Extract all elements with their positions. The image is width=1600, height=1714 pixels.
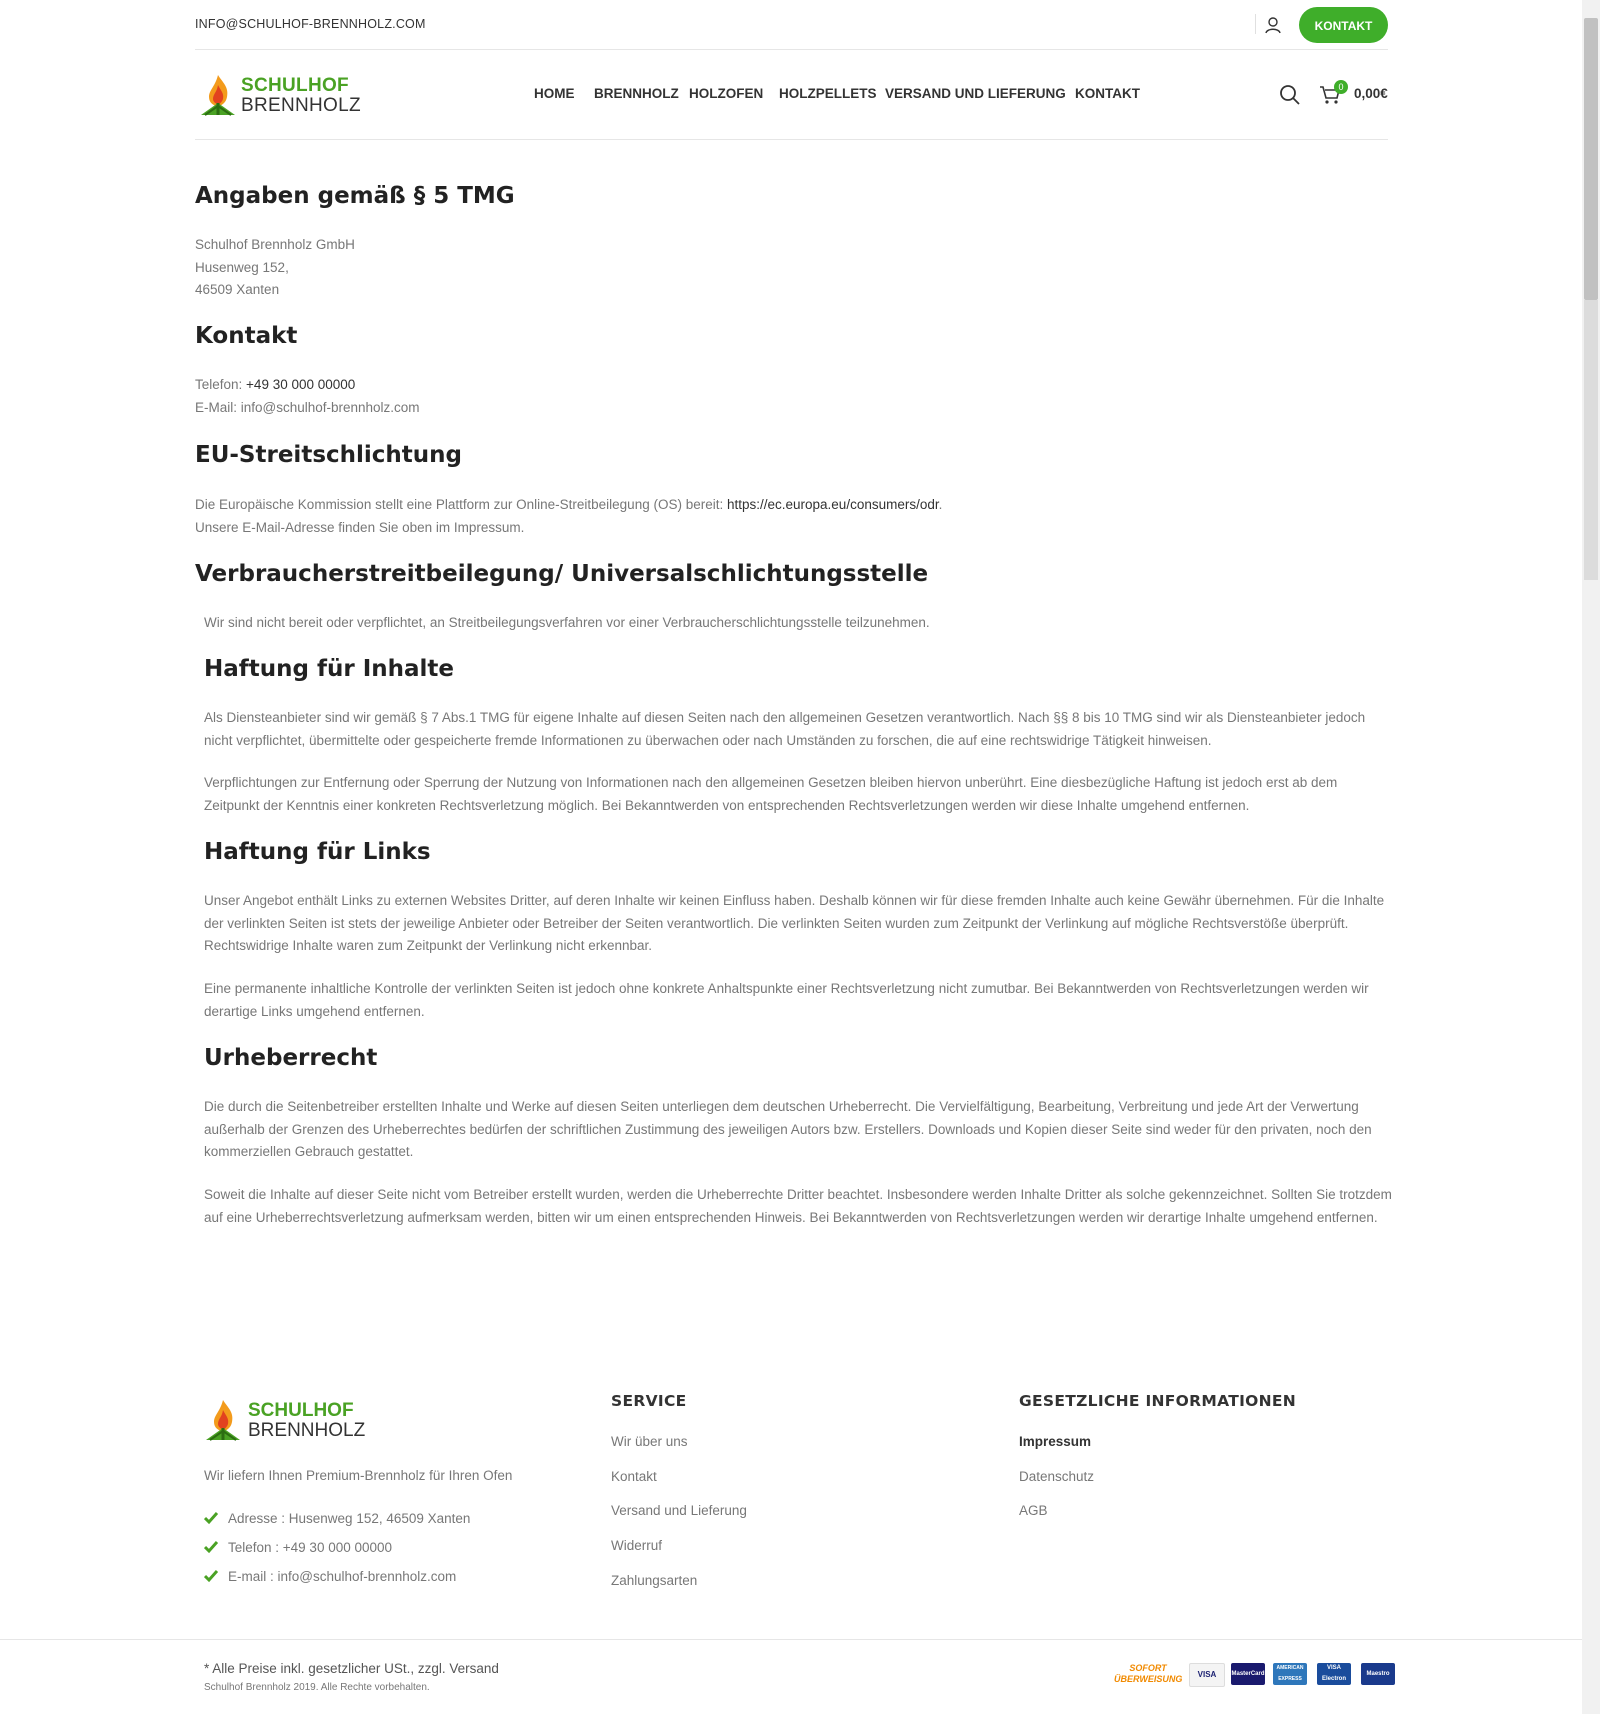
logo[interactable] [199, 71, 361, 119]
inhalte-p2: Verpflichtungen zur Entfernung oder Sperrung der Nutzung von Informationen nach den allgemeinen Gesetzen bleiben hiervon unberührt. Eine diesbezügliche Haftung ist jedoch erst ab dem Zeitpunkt der Kenntnis einer konkreten Rechtsverletzung möglich. Bei Bekanntwerden von entsprechenden Rechtsverletzungen werden wir diese Inhalte umgehend entfernen. [204, 775, 1338, 813]
heading-angaben: Angaben gemäß § 5 TMG [195, 183, 515, 209]
heading-verbraucher: Verbraucherstreitbeilegung/ Universalschlichtungsstelle [195, 561, 929, 587]
nav-kontakt[interactable]: KONTAKT [1075, 86, 1140, 101]
copyright: Schulhof Brennholz 2019. Alle Rechte vorbehalten. [204, 1682, 430, 1693]
footer-legal-title: GESETZLICHE INFORMATIONEN [1019, 1392, 1297, 1410]
urheber-p2: Soweit die Inhalte auf dieser Seite nicht vom Betreiber erstellt wurden, werden die Urheberrechte Dritter beachtet. Insbesondere werden Inhalte Dritter als solche gekennzeichnet. Sollten Sie trotzdem auf eine Urheberrechtsverletzung aufmerksam werden, bitten wir um einen entsprechenden Hinweis. Bei Bekanntwerden von Rechtsverletzungen werden wir derartige Inhalte umgehend entfernen. [204, 1187, 1392, 1225]
eu-text-pre: Die Europäische Kommission stellt eine Plattform zur Online-Streitbeilegung (OS) bereit: [195, 497, 727, 512]
scrollbar-track-segment [1584, 300, 1598, 580]
contact-button[interactable]: KONTAKT [1299, 7, 1388, 43]
footer-address: Adresse : Husenweg 152, 46509 Xanten [228, 1511, 471, 1526]
price-note: * Alle Preise inkl. gesetzlicher USt., zzgl. Versand [204, 1661, 499, 1676]
visa-electron-payment-icon: VISA Electron [1317, 1663, 1351, 1685]
inhalte-p1: Als Diensteanbieter sind wir gemäß § 7 Abs.1 TMG für eigene Inhalte auf diesen Seiten nach den allgemeinen Gesetzen verantwortlich. Nach §§ 8 bis 10 TMG sind wir als Diensteanbieter jedoch nicht verpflichtet, übermittelte oder gespeicherte fremde Informationen zu überwachen oder nach Umständen zu forschen, die auf eine rechtswidrige Tätigkeit hinweisen. [204, 710, 1366, 748]
visa-payment-icon: VISA [1189, 1663, 1225, 1687]
footer-logo[interactable] [204, 1396, 366, 1444]
heading-links: Haftung für Links [204, 839, 431, 865]
flame-logo-icon [199, 73, 237, 117]
footer-link-versand[interactable]: Versand und Lieferung [611, 1503, 747, 1518]
logo-line1: SCHULHOF [241, 75, 349, 96]
maestro-payment-icon: Maestro [1361, 1663, 1395, 1685]
phone-label: Telefon: [195, 377, 243, 392]
eu-block [195, 494, 942, 539]
eu-text-post: . [938, 497, 943, 512]
footer-service-title: SERVICE [611, 1392, 687, 1410]
heading-eu: EU-Streitschlichtung [195, 442, 462, 468]
flame-logo-icon [204, 1398, 242, 1442]
footer-link-about[interactable]: Wir über uns [611, 1434, 688, 1449]
check-icon [204, 1540, 218, 1554]
scrollbar-thumb[interactable] [1584, 18, 1598, 300]
footer-link-agb[interactable]: AGB [1019, 1503, 1048, 1518]
heading-urheber: Urheberrecht [204, 1045, 378, 1071]
links-p1: Unser Angebot enthält Links zu externen Websites Dritter, auf deren Inhalte wir keinen Einfluss haben. Deshalb können wir für diese fremden Inhalte auch keine Gewähr übernehmen. Für die Inhalte der verlinkten Seiten ist stets der jeweilige Anbieter oder Betreiber der Seiten verantwortlich. Die verlinkten Seiten wurden zum Zeitpunkt der Verlinkung auf mögliche Rechtsverstöße überprüft. Rechtswidrige Inhalte waren zum Zeitpunkt der Verlinkung nicht erkennbar. [204, 893, 1385, 953]
heading-inhalte: Haftung für Inhalte [204, 656, 455, 682]
cart-total[interactable]: 0,00€ [1354, 86, 1388, 101]
email-line: E-Mail: info@schulhof-brennholz.com [195, 399, 420, 415]
contact-block [195, 374, 420, 419]
eu-text-2: Unsere E-Mail-Adresse finden Sie oben im Impressum. [195, 519, 525, 535]
footer-phone: Telefon : +49 30 000 00000 [228, 1540, 393, 1555]
topbar-email[interactable]: INFO@SCHULHOF-BRENNHOLZ.COM [195, 17, 426, 31]
heading-kontakt: Kontakt [195, 323, 298, 349]
eu-text [195, 494, 942, 517]
top-bar [195, 0, 1388, 50]
footer-link-zahlungsarten[interactable]: Zahlungsarten [611, 1573, 698, 1588]
footer-link-kontakt[interactable]: Kontakt [611, 1469, 657, 1484]
check-icon [204, 1511, 218, 1525]
nav-holzofen[interactable]: HOLZOFEN [689, 86, 764, 101]
logo-line2: BRENNHOLZ [241, 95, 361, 116]
amex-payment-icon: AMERICAN EXPRESS [1273, 1663, 1307, 1685]
nav-holzpellets[interactable]: HOLZPELLETS [779, 86, 877, 101]
urheber-p1: Die durch die Seitenbetreiber erstellten Inhalte und Werke auf diesen Seiten unterliegen dem deutschen Urheberrecht. Die Vervielfältigung, Bearbeitung, Verbreitung und jede Art der Verwertung außerhalb der Grenzen des Urheberrechtes bedürfen der schriftlichen Zustimmung des jeweiligen Autors bzw. Erstellers. Downloads und Kopien dieser Seite sind weder für den privaten, noch den kommerziellen Gebrauch gestattet. [204, 1099, 1372, 1159]
footer-link-impressum[interactable]: Impressum [1019, 1434, 1092, 1449]
sofort-payment-icon: SOFORT ÜBERWEISUNG [1114, 1663, 1183, 1684]
nav-brennholz[interactable]: BRENNHOLZ [594, 86, 679, 101]
footer-email: E-mail : info@schulhof-brennholz.com [228, 1569, 457, 1584]
footer-logo-line1: SCHULHOF [248, 1400, 354, 1421]
nav-versand[interactable]: VERSAND UND LIEFERUNG [885, 86, 1066, 101]
eu-odr-link[interactable]: https://ec.europa.eu/consumers/odr [726, 497, 939, 512]
nav-home[interactable]: HOME [534, 86, 575, 101]
cart-count-badge: 0 [1334, 80, 1348, 94]
check-icon [204, 1569, 218, 1583]
footer-divider [0, 1639, 1582, 1640]
footer-logo-line2: BRENNHOLZ [248, 1420, 366, 1441]
footer-tagline: Wir liefern Ihnen Premium-Brennholz für Ihren Ofen [204, 1468, 513, 1483]
address-block [195, 234, 355, 302]
phone-line [195, 374, 420, 397]
address-line: 46509 Xanten [195, 282, 280, 297]
mastercard-payment-icon: MasterCard [1231, 1663, 1265, 1685]
address-line: Husenweg 152, [195, 259, 289, 275]
footer-link-widerruf[interactable]: Widerruf [611, 1538, 663, 1553]
verbraucher-text: Wir sind nicht bereit oder verpflichtet, an Streitbeilegungsverfahren vor einer Verbraucherschlichtungsstelle teilzunehmen. [204, 615, 930, 630]
search-icon[interactable] [1279, 84, 1301, 106]
footer-link-datenschutz[interactable]: Datenschutz [1019, 1469, 1095, 1484]
divider [1255, 14, 1256, 34]
links-p2: Eine permanente inhaltliche Kontrolle der verlinkten Seiten ist jedoch ohne konkrete Anhaltspunkte einer Rechtsverletzung nicht zumutbar. Bei Bekanntwerden von Rechtsverletzungen werden wir derartige Links umgehend entfernen. [204, 981, 1369, 1019]
user-icon[interactable] [1263, 15, 1283, 35]
address-line: Schulhof Brennholz GmbH [195, 237, 355, 252]
phone-value[interactable]: +49 30 000 00000 [242, 377, 356, 392]
header [195, 49, 1388, 140]
